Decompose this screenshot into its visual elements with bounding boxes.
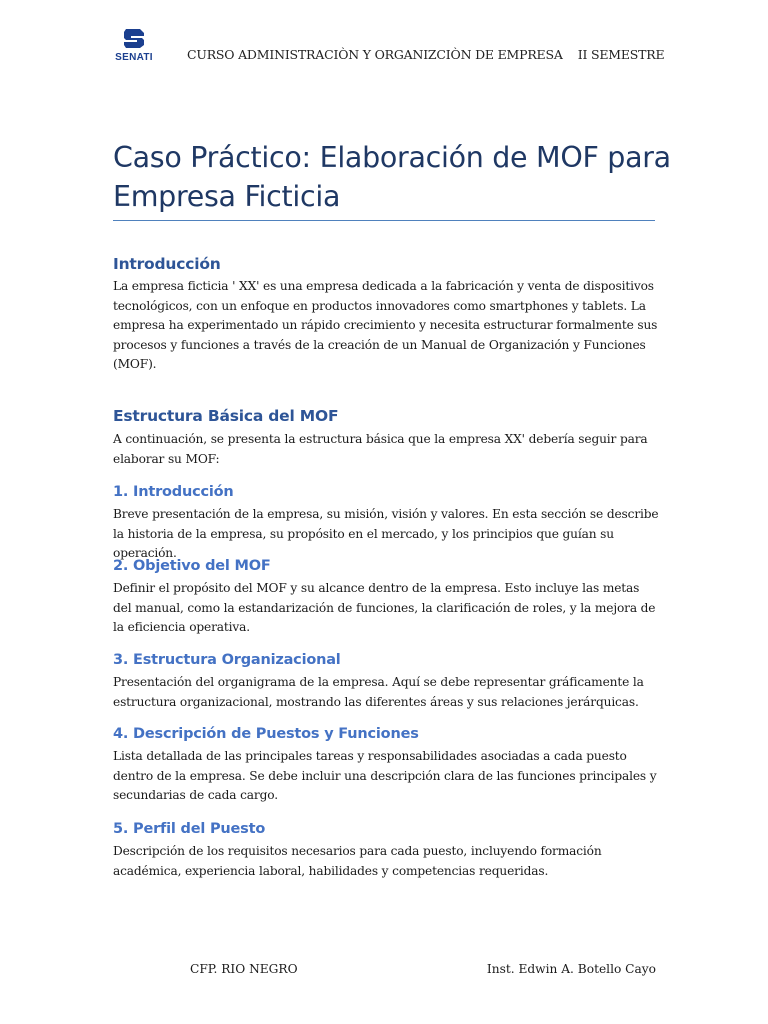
- senati-s-icon: [122, 27, 146, 49]
- item-heading-5: 5. Perfil del Puesto: [113, 821, 266, 837]
- title-divider: [113, 220, 655, 221]
- item-paragraph-4: Lista detallada de las principales tareas y responsabilidades asociadas a cada puesto dentro de la empresa. Se debe incluir una descripción clara de las funciones principales y secundarias de cada cargo.: [113, 749, 657, 802]
- intro-paragraph: La empresa ficticia ' XX' es una empresa dedicada a la fabricación y venta de dispositivos tecnológicos, con un enfoque en productos innovadores como smartphones y tablets. La empresa ha experimentado un rápido crecimiento y necesita estructurar formalmente sus procesos y funciones a través de la creación de un Manual de Organización y Funciones (MOF).: [113, 279, 658, 371]
- section-heading-introduccion: Introducción: [113, 255, 221, 273]
- footer-right: Inst. Edwin A. Botello Cayo: [486, 962, 656, 976]
- item-heading-1: 1. Introducción: [113, 484, 234, 500]
- item-heading-3: 3. Estructura Organizacional: [113, 652, 341, 668]
- item-paragraph-1: Breve presentación de la empresa, su misión, visión y valores. En esta sección se describe la historia de la empresa, su propósito en el mercado, y los principios que guían su operación.: [113, 507, 659, 560]
- item-paragraph-2: Definir el propósito del MOF y su alcance dentro de la empresa. Esto incluye las metas del manual, como la estandarización de funciones, la clarificación de roles, y la mejora de la eficiencia operativa.: [113, 581, 656, 634]
- section-heading-estructura: Estructura Básica del MOF: [113, 407, 339, 425]
- item-paragraph-3: Presentación del organigrama de la empresa. Aquí se debe representar gráficamente la estructura organizacional, mostrando las diferentes áreas y sus relaciones jerárquicas.: [113, 675, 644, 709]
- senati-logo: [114, 27, 154, 65]
- footer-left: CFP. RIO NEGRO: [190, 962, 298, 976]
- logo-label: SENATI: [115, 52, 153, 63]
- header-course-line: CURSO ADMINISTRACIÒN Y ORGANIZCIÒN DE EMPRESA II SEMESTRE: [187, 47, 665, 62]
- item-heading-4: 4. Descripción de Puestos y Funciones: [113, 726, 419, 742]
- item-paragraph-5: Descripción de los requisitos necesarios para cada puesto, incluyendo formación académica, experiencia laboral, habilidades y competencias requeridas.: [113, 844, 602, 878]
- document-title: Caso Práctico: Elaboración de MOF para Empresa Ficticia: [113, 141, 671, 213]
- structure-paragraph: A continuación, se presenta la estructura básica que la empresa XX' debería seguir para elaborar su MOF:: [113, 432, 648, 466]
- item-heading-2: 2. Objetivo del MOF: [113, 558, 271, 574]
